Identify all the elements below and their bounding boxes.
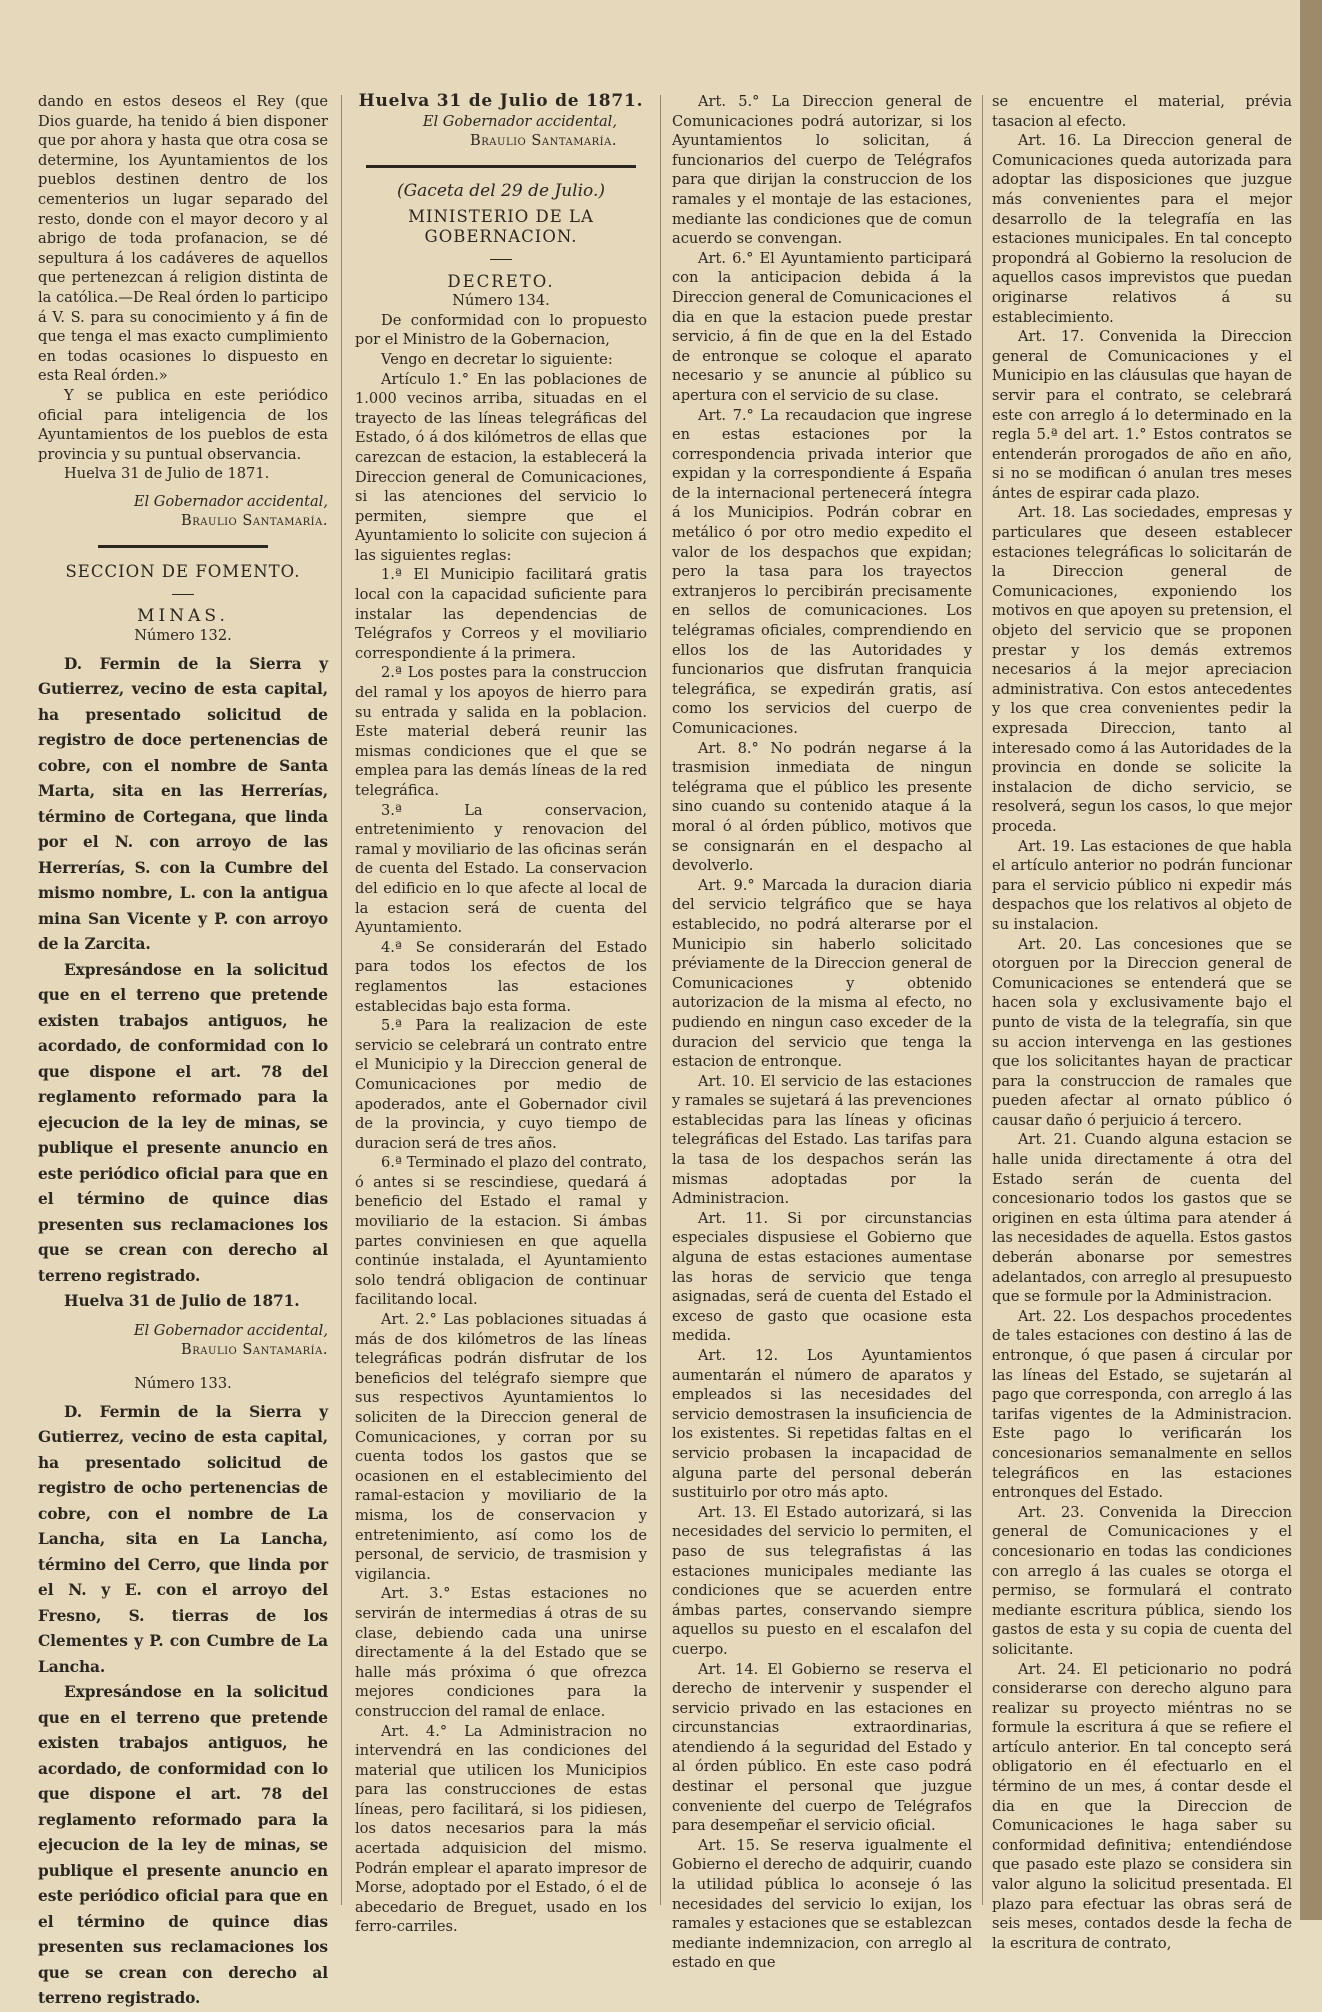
- paragraph: Art. 2.° Las poblaciones situadas á más de dos kilómetros de las líneas telegráficas podrán disfrutar de los beneficios del telégrafo siempre que sus respectivos Ayuntamientos lo soliciten de la Direccion general de Comunicaciones, y corran por su cuenta todos los gastos que se ocasionen en el establecimiento del ramal-estacion y moviliario de la misma, los de conservacion y entretenimiento, así como los de personal, de servicio, de trasmision y vigilancia.: [355, 1311, 647, 1583]
- paragraph: Art. 23. Convenida la Direccion general de Comunicaciones y el concesionario en todas las condiciones con arreglo á las cuales se otorga el permiso, se formulará el contrato mediante escritura pública, siendo los gastos de esta y su copia de cuenta del solicitante.: [992, 1503, 1292, 1658]
- paragraph: De conformidad con lo propuesto por el Ministro de la Gobernacion,: [355, 311, 647, 349]
- paragraph: Art. 15. Se reserva igualmente el Gobierno el derecho de adquirir, cuando la utilidad pública lo aconseje ó las necesidades del servicio lo exijan, los ramales y estaciones que se establezcan mediante indemnizacion, con arreglo al estado en que: [672, 1836, 972, 1972]
- column-2: [355, 92, 647, 1937]
- paragraph: D. Fermin de la Sierra y Gutierrez, vecino de esta capital, ha presentado solicitud de registro de ocho pertenencias de cobre, con el nombre de La Lancha, sita en La Lancha, término del Cerro, que linda por el N. y E. con el arroyo del Fresno, S. tierras de los Clementes y P. con Cumbre de La Lancha.: [38, 1402, 328, 1676]
- paragraph: Art. 3.° Estas estaciones no servirán de intermedias á otras de su clase, debiendo cada una unirse directamente á la del Estado que se halle más próxima ó que ofrezca mejores condiciones para la construccion del ramal de enlace.: [355, 1585, 647, 1720]
- paragraph: Art. 19. Las estaciones de que habla el artículo anterior no podrán funcionar para el servicio público ni expedir más despachos que los relativos al objeto de su instalacion.: [992, 837, 1292, 933]
- paragraph: Art. 14. El Gobierno se reserva el derecho de intervenir y suspender el servicio privado en las estaciones en circunstancias extraordinarias, atendiendo á la seguridad del Estado y al órden público. En este caso podrá destinar el personal que juzgue conveniente del cuerpo de Telégrafos para desempeñar el servicio oficial.: [672, 1660, 972, 1835]
- separator-rule: [172, 594, 194, 595]
- paragraph: Vengo en decretar lo siguiente:: [381, 350, 613, 368]
- column-rule: [982, 95, 983, 1905]
- column-rule: [660, 95, 661, 1905]
- separator-rule: [490, 259, 512, 260]
- paragraph: Art. 21. Cuando alguna estacion se halle unida directamente á otra del Estado serán de cuenta del concesionario todos los gastos que se originen en esta última para atender á las necesidades de aquella. Estos gastos deberán abonarse por semestres adelantados, con arreglo al presupuesto que se formule por la Administracion.: [992, 1131, 1292, 1306]
- signature-title: El Gobernador accidental,: [133, 492, 328, 510]
- signature-name: Braulio Santamaría.: [181, 512, 328, 530]
- paragraph: Art. 4.° La Administracion no intervendrá en las condiciones del material que utilicen los Municipios para las construcciones de estas líneas, pero facilitará, si los pidiesen, los datos necesarios para la más acertada adquisicion del mismo. Podrán emplear el aparato impresor de Morse, adoptado por el Estado, ó el de abecedario de Breguet, usado en los ferro-carriles.: [355, 1722, 647, 1936]
- paragraph: Art. 11. Si por circunstancias especiales dispusiese el Gobierno que alguna de estas estaciones aumentase las horas de servicio que tenga asignadas, será de cuenta del Estado el exceso de gasto que ocasione esta medida.: [672, 1209, 972, 1345]
- paragraph: Art. 18. Las sociedades, empresas y particulares que deseen establecer estaciones telegráficas lo solicitarán de la Direccion general de Comunicaciones, exponiendo los motivos en que apoyen su pretension, el objeto del servicio que se proponen prestar y los demás extremos necesarios á la mejor apreciacion administrativa. Con estos antecedentes y los que crea convenientes pedir la expresada Direccion, tanto al interesado como á las Autoridades de la provincia en donde se solicite la instalacion de dicho servicio, se resolverá, segun los casos, lo que mejor proceda.: [992, 504, 1292, 835]
- notice-133: [38, 1400, 328, 2012]
- signature-name: Braulio Santamaría.: [470, 132, 617, 150]
- paragraph: Art. 6.° El Ayuntamiento participará con la anticipacion debida á la Direccion general de Comunicaciones el dia en que la estacion puede prestar servicio, á fin de que en la del Estado de entronque se coloque el aparato necesario y se anuncie al público su apertura con el servicio de su clase.: [672, 249, 972, 404]
- notice-number: Número 132.: [134, 627, 232, 645]
- column-1: [38, 92, 328, 2012]
- signature-name: Braulio Santamaría.: [181, 1341, 328, 1359]
- column-4: [992, 92, 1292, 1953]
- subsection-title: MINAS.: [137, 605, 229, 626]
- paragraph: Art. 24. El peticionario no podrá considerarse con derecho alguno para realizar su proyecto miéntras no se formule la escritura á que se refiere el artículo anterior. En tal concepto será obligatorio en él efectuarlo en el término de un mes, á contar desde el dia en que la Direccion de Comunicaciones le haga saber su conformidad definitiva; entendiéndose que pasado este plazo se considera sin valor alguno la solicitud presentada. El plazo para efectuar las obras será de seis meses, contados desde la fecha de la escritura de contrato,: [992, 1660, 1292, 1952]
- gazette-source: (Gaceta del 29 de Julio.): [396, 180, 606, 201]
- paragraph: Art. 17. Convenida la Direccion general de Comunicaciones y el Municipio en las cláusulas que hayan de servir para el contrato, se celebrará este con arreglo á lo determinado en la regla 5.ª del art. 1.° Estos contratos se entenderán prorogados de año en año, si no se modifican ó anulan tres meses ántes de espirar cada plazo.: [992, 328, 1292, 502]
- paragraph: Art. 8.° No podrán negarse á la trasmision inmediata de ningun telégrama que el público les presente sino cuando su contenido ataque á la moral ó al órden público, motivos que se consignarán en el despacho al devolverlo.: [672, 739, 972, 875]
- paragraph: 2.ª Los postes para la construccion del ramal y los apoyos de hierro para su entrada y salida en la poblacion. Este material deberá reunir las mismas condiciones que el que se emplea para las demás líneas de la red telegráfica.: [355, 664, 647, 799]
- paragraph: 3.ª La conservacion, entretenimiento y renovacion del ramal y moviliario de las oficinas serán de cuenta del Estado. La conservacion del edificio en lo que afecte al local de la estacion será de cuenta del Ayuntamiento.: [355, 801, 647, 937]
- paragraph: Art. 9.° Marcada la duracion diaria del servicio telgráfico que se haya establecido, no podrá alterarse por el Municipio sin haberlo solicitado préviamente de la Direccion general de Comunicaciones y obtenido autorizacion de la misma al efecto, no pudiendo en ningun caso exceder de la duracion del servicio que tenga la estacion de entronque.: [672, 876, 972, 1071]
- signature-title: El Gobernador accidental,: [422, 112, 617, 130]
- ministry-title: MINISTERIO DE LA GOBERNACION.: [408, 207, 594, 246]
- paragraph: Art. 5.° La Direccion general de Comunicaciones podrá autorizar, si los Ayuntamientos lo solicitan, á funcionarios del cuerpo de Telégrafos para que dirijan la construccion de los ramales y el montaje de las estaciones, mediante las condiciones que de comun acuerdo se convengan.: [672, 93, 972, 248]
- paragraph: Artículo 1.° En las poblaciones de 1.000 vecinos arriba, situadas en el trayecto de las líneas telegráficas del Estado, ó á dos kilómetros de ellas que carezcan de estacion, la establecerá la Direccion general de Comunicaciones, si las atenciones del servicio lo permiten, siempre que el Ayuntamiento lo solicite con sujecion á las siguientes reglas:: [355, 370, 647, 564]
- signature-title: El Gobernador accidental,: [133, 1321, 328, 1339]
- notice-number: Número 133.: [134, 1375, 232, 1393]
- paragraph: Art. 10. El servicio de las estaciones y ramales se sujetará á las prevenciones establecidas para las líneas y oficinas telegráficas del Estado. Las tarifas para la tasa de los despachos serán las mismas adoptadas por la Administracion.: [672, 1072, 972, 1208]
- paragraph: 1.ª El Municipio facilitará gratis local con la capacidad suficiente para instalar las dependencias de Telégrafos y Correos y el moviliario correspondiente á la primera.: [355, 566, 647, 662]
- dateline: Huelva 31 de Julio de 1871.: [64, 1292, 300, 1311]
- separator-rule: [98, 545, 268, 548]
- decree-number: Número 134.: [452, 292, 550, 310]
- paragraph: Art. 13. El Estado autorizará, si las necesidades del servicio lo permiten, el paso de sus telegrafistas á las estaciones municipales mediante las condiciones que se acuerden entre ámbas partes, conservando siempre aquellos su puesto en el escalafon del cuerpo.: [672, 1503, 972, 1658]
- notice-132: [38, 652, 328, 1315]
- paragraph: Art. 16. La Direccion general de Comunicaciones queda autorizada para adoptar las disposiciones que juzgue más convenientes para el mejor desarrollo de la telegrafía en las estaciones municipales. En tal concepto propondrá al Gobierno la resolucion de aquellos casos imprevistos que puedan originarse relativos á su establecimiento.: [992, 132, 1292, 326]
- paragraph: D. Fermin de la Sierra y Gutierrez, vecino de esta capital, ha presentado solicitud de registro de doce pertenencias de cobre, con el nombre de Santa Marta, sita en las Herrerías, término de Cortegana, que linda por el N. con arroyo de las Herrerías, S. con la Cumbre del mismo nombre, L. con la antigua mina San Vicente y P. con arroyo de la Zarcita.: [38, 654, 328, 954]
- section-title: SECCION DE FOMENTO.: [65, 562, 301, 582]
- dateline: Huelva 31 de Julio de 1871.: [358, 91, 644, 111]
- paragraph: Expresándose en la solicitud que en el terreno que pretende existen trabajos antiguos, he acordado, de conformidad con lo que dispone el art. 78 del reglamento reformado para la ejecucion de la ley de minas, se publique el presente anuncio en este periódico oficial para que en el término de quince dias presenten sus reclamaciones los que se crean con derecho al terreno registrado.: [38, 960, 328, 1285]
- paragraph: Art. 22. Los despachos procedentes de tales estaciones con destino á las de entronque, ó que pasen á circular por las líneas del Estado, se sujetarán al pago que corresponda, con arreglo á las tarifas vigentes de la Administracion. Este pago lo verificarán los concesionarios semanalmente en sellos telegráficos en las estaciones entronques del Estado.: [992, 1307, 1292, 1502]
- paragraph: Art. 7.° La recaudacion que ingrese en estas estaciones por la correspondencia privada interior que expidan y la correspondiente á España de la internacional pertenecerá íntegra á los Municipios. Podrán cobrar en metálico ó por otro medio expedito el valor de los despachos que expidan; pero la tasa para los trayectos extranjeros lo percibirán precisamente en sellos de comunicaciones. Los telégramas oficiales, comprendiendo en ellos los de las Autoridades y funcionarios que disfrutan franquicia telegráfica, se expedirán gratis, así como los servicios del cuerpo de Comunicaciones.: [672, 406, 972, 737]
- page-edge: [1300, 0, 1322, 1920]
- column-rule: [341, 95, 342, 1905]
- paragraph: Art. 12. Los Ayuntamientos aumentarán el número de aparatos y empleados si las necesidades del servicio demostrasen la insuficiencia de los existentes. Si repetidas faltas en el servicio probasen la incapacidad de alguna parte del personal deberán sustituirlo por otro más apto.: [672, 1347, 972, 1502]
- paragraph: 5.ª Para la realizacion de este servicio se celebrará un contrato entre el Municipio y la Direccion general de Comunicaciones por medio de apoderados, ante el Gobernador civil de la provincia, y cuyo tiempo de duracion será de tres años.: [355, 1017, 647, 1152]
- paragraph: Y se publica en este periódico oficial para inteligencia de los Ayuntamientos de los pueblos de esta provincia y su puntual observancia.: [38, 386, 328, 463]
- paragraph: 4.ª Se considerarán del Estado para todos los efectos de los reglamentos las estaciones establecidas bajo esta forma.: [355, 938, 647, 1015]
- paragraph: dando en estos deseos el Rey (que Dios guarde, ha tenido á bien disponer que por ahora y hasta que otra cosa se determine, los Ayuntamientos de los pueblos destinen dentro de los cementerios un lugar separado del resto, donde con el mayor decoro y al abrigo de toda profanacion, se dé sepultura á los cadáveres de aquellos que pertenezcan á religion distinta de la católica.—De Real órden lo participo á V. S. para su conocimiento y á fin de que tenga el mas exacto cumplimiento en todas ocasiones lo dispuesto en esta Real órden.»: [38, 93, 328, 385]
- paragraph: Art. 20. Las concesiones que se otorguen por la Direccion general de Comunicaciones se entenderá que se hacen sola y exclusivamente bajo el punto de vista de la telegrafía, sin que su accion intervenga en las gestiones que los solicitantes hayan de practicar para la construccion de ramales que pueden afectar al ornato público ó causar daño ó perjuicio á tercero.: [992, 935, 1292, 1129]
- paragraph: Expresándose en la solicitud que en el terreno que pretende existen trabajos antiguos, he acordado, de conformidad con lo que dispone el art. 78 del reglamento reformado para la ejecucion de la ley de minas, se publique el presente anuncio en este periódico oficial para que en el término de quince dias presenten sus reclamaciones los que se crean con derecho al terreno registrado.: [38, 1683, 328, 2008]
- paragraph: se encuentre el material, prévia tasacion al efecto.: [992, 93, 1292, 130]
- separator-rule: [366, 165, 636, 168]
- dateline: Huelva 31 de Julio de 1871.: [64, 465, 270, 483]
- paragraph: 6.ª Terminado el plazo del contrato, ó antes si se rescindiese, quedará á beneficio del Estado el ramal y moviliario de la estacion. Si ámbas partes conviniesen en que aquella continúe instalada, el Ayuntamiento solo tendrá obligacion de continuar facilitando local.: [355, 1154, 647, 1309]
- column-3: [672, 92, 972, 1973]
- decree-title: DECRETO.: [447, 271, 555, 291]
